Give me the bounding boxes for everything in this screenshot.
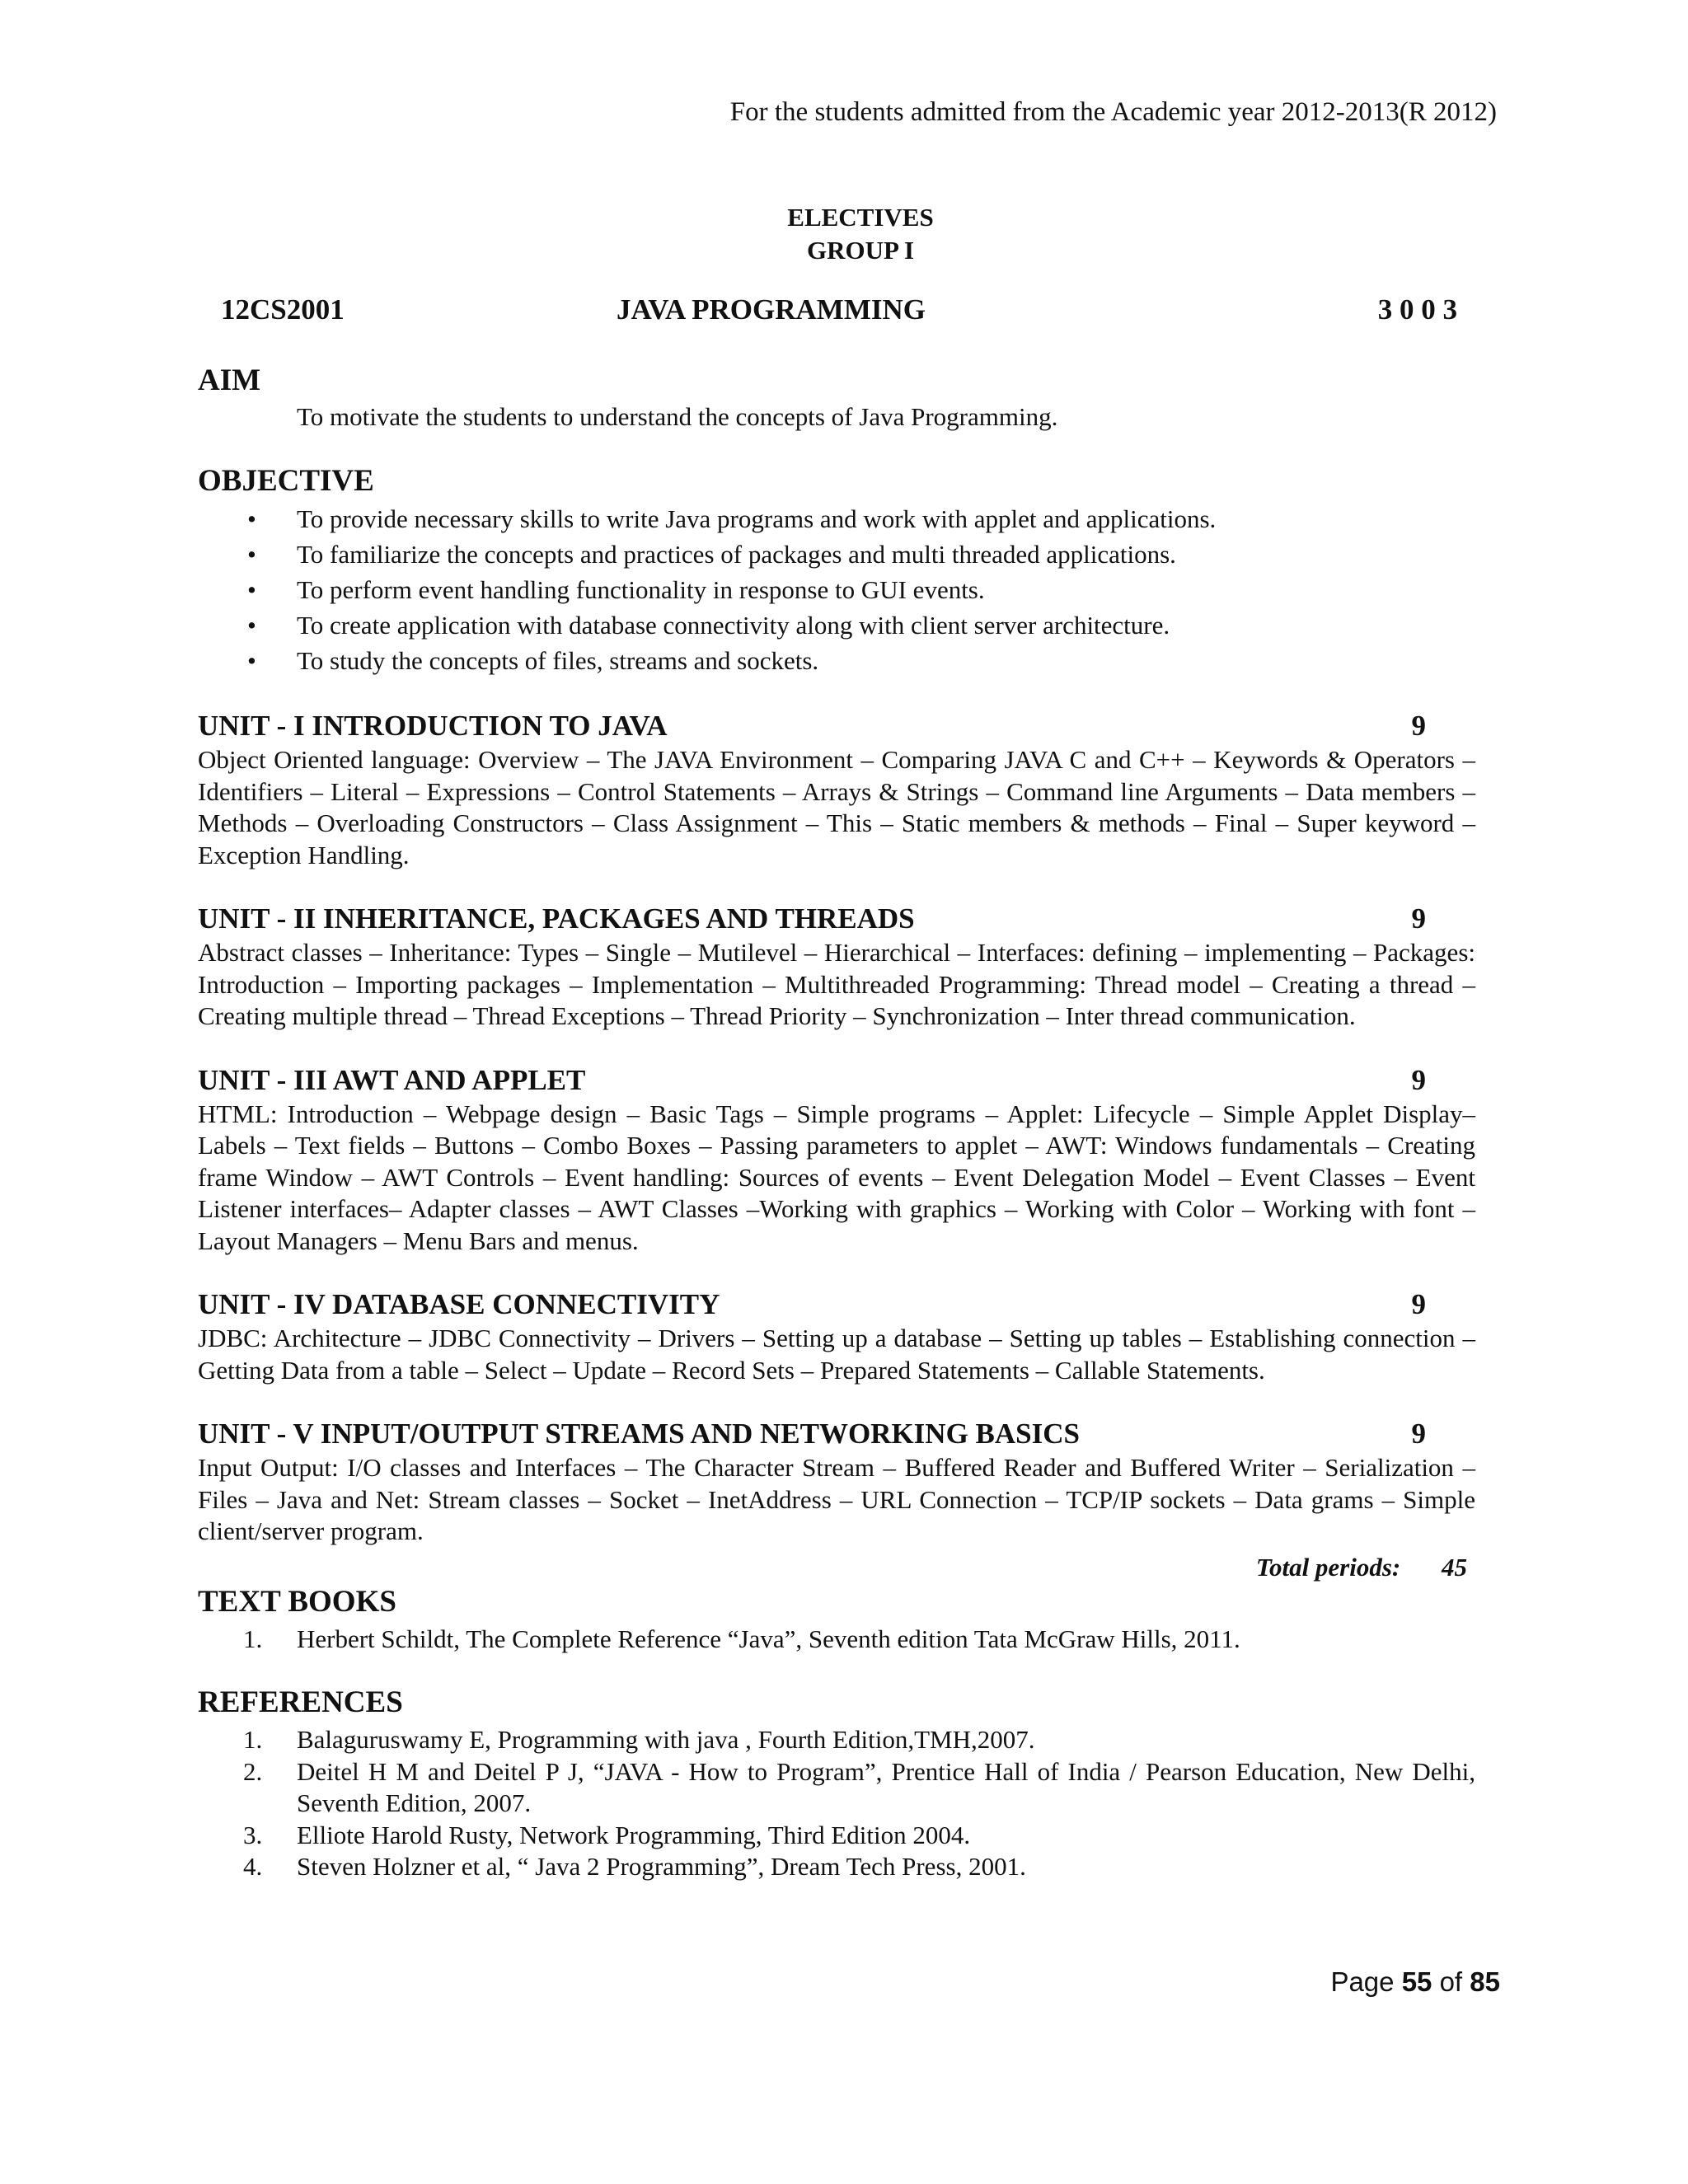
page-number: 55 <box>1401 1966 1432 1997</box>
objective-item: • To provide necessary skills to write Java programs and work with applet and applications. <box>198 501 1475 537</box>
text-books-list <box>198 1624 1475 1656</box>
unit-heading <box>198 901 1475 937</box>
objective-item: • To familiarize the concepts and practices of packages and multi threaded applications. <box>198 537 1475 572</box>
total-periods-label: Total periods: <box>1255 1552 1401 1582</box>
unit-title: UNIT - II INHERITANCE, PACKAGES AND THREADS <box>198 902 915 935</box>
unit-title: UNIT - V INPUT/OUTPUT STREAMS AND NETWORKING BASICS <box>198 1418 1080 1450</box>
total-periods-value: 45 <box>1442 1552 1467 1582</box>
list-item: 4. Steven Holzner et al, “ Java 2 Programming”, Dream Tech Press, 2001. <box>243 1852 1026 1881</box>
unit-2 <box>198 901 1475 1033</box>
electives-heading <box>0 201 1688 267</box>
text-books-heading: TEXT BOOKS <box>198 1584 396 1619</box>
syllabus-content <box>198 363 1475 1883</box>
list-item: 1. Balaguruswamy E, Programming with java , Fourth Edition,TMH,2007. <box>243 1725 1035 1754</box>
objective-list <box>198 501 1475 678</box>
unit-1 <box>198 708 1475 871</box>
unit-heading <box>198 708 1475 744</box>
unit-hours: 9 <box>1411 710 1426 742</box>
aim-heading: AIM <box>198 363 261 397</box>
unit-heading <box>198 1416 1475 1452</box>
unit-hours: 9 <box>1411 1063 1426 1096</box>
group-label: GROUP I <box>806 236 915 265</box>
unit-body: Object Oriented language: Overview – The JAVA Environment – Comparing JAVA C and C++ – Keywords & Operators – Identifiers – Literal – Expressions – Control Statements – Arrays & Strings – Command line Arguments – Data members – Methods – Overloading Constructors – Class Assignment – This – Static members & methods – Final – Super keyword – Exception Handling. <box>198 745 1475 869</box>
unit-title: UNIT - I INTRODUCTION TO JAVA <box>198 710 668 742</box>
header-note: For the students admitted from the Academic year 2012-2013(R 2012) <box>729 97 1497 127</box>
total-pages: 85 <box>1470 1966 1500 1997</box>
unit-title: UNIT - IV DATABASE CONNECTIVITY <box>198 1288 720 1320</box>
unit-3 <box>198 1062 1475 1258</box>
text-books-section <box>198 1584 1475 1656</box>
unit-heading <box>198 1062 1475 1099</box>
course-title: JAVA PROGRAMMING <box>617 293 926 326</box>
objective-section <box>198 463 1475 678</box>
unit-title: UNIT - III AWT AND APPLET <box>198 1063 586 1096</box>
bullet-icon: • <box>247 575 256 604</box>
unit-hours: 9 <box>1411 1418 1426 1450</box>
bullet-icon: • <box>247 646 256 675</box>
objective-item: • To create application with database connectivity along with client server architecture. <box>198 607 1475 643</box>
course-row <box>221 293 1457 330</box>
unit-4 <box>198 1286 1475 1386</box>
bullet-icon: • <box>247 611 256 640</box>
bullet-icon: • <box>247 504 256 533</box>
unit-body: Abstract classes – Inheritance: Types – Single – Mutilevel – Hierarchical – Interfaces: defining – implementing – Packages: Introduction – Importing packages – Implementation – Multithreaded Programming: Thread model – Creating a thread – Creating multiple thread – Thread Exceptions – Thread Priority – Synchronization – Inter thread communication. <box>198 938 1475 1030</box>
unit-hours: 9 <box>1411 1288 1426 1320</box>
total-periods <box>198 1551 1475 1584</box>
references-section <box>198 1685 1475 1883</box>
unit-5 <box>198 1416 1475 1548</box>
list-item: 1. Herbert Schildt, The Complete Reference “Java”, Seventh edition Tata McGraw Hills, 2011. <box>243 1624 1240 1653</box>
unit-body: HTML: Introduction – Webpage design – Basic Tags – Simple programs – Applet: Lifecycle – Simple Applet Display– Labels – Text fields – Buttons – Combo Boxes – Passing parameters to applet – AWT: Windows fundamentals – Creating frame Window – AWT Controls – Event handling: Sources of events – Event Delegation Model – Event Classes – Event Listener interfaces– Adapter classes – AWT Classes –Working with graphics – Working with Color – Working with font – Layout Managers – Menu Bars and menus. <box>198 1099 1475 1255</box>
unit-heading <box>198 1286 1475 1323</box>
page-label: Page <box>1330 1966 1395 1997</box>
of-label: of <box>1439 1966 1463 1997</box>
bullet-icon: • <box>247 540 256 569</box>
unit-body: Input Output: I/O classes and Interfaces – The Character Stream – Buffered Reader and Buffered Writer – Serialization – Files – Java and Net: Stream classes – Socket – InetAddress – URL Connection – TCP/IP sockets – Data grams – Simple client/server program. <box>198 1453 1475 1545</box>
unit-body: JDBC: Architecture – JDBC Connectivity – Drivers – Setting up a database – Setting up tables – Establishing connection – Getting Data from a table – Select – Update – Record Sets – Prepared Statements – Callable Statements. <box>198 1324 1475 1385</box>
list-item: 3. Elliote Harold Rusty, Network Programming, Third Edition 2004. <box>243 1820 971 1849</box>
aim-text: To motivate the students to understand the concepts of Java Programming. <box>297 402 1058 431</box>
electives-label: ELECTIVES <box>787 203 934 232</box>
aim-section <box>198 363 1475 434</box>
references-heading: REFERENCES <box>198 1685 403 1719</box>
objective-item: • To study the concepts of files, streams and sockets. <box>198 643 1475 678</box>
objective-heading: OBJECTIVE <box>198 464 374 498</box>
course-credits: 3 0 0 3 <box>1377 293 1457 326</box>
course-code: 12CS2001 <box>221 293 345 326</box>
list-item: 2. Deitel H M and Deitel P J, “JAVA - How to Program”, Prentice Hall of India / Pearson Education, New Delhi, Seventh Edition, 2007. <box>243 1756 1475 1817</box>
references-list <box>198 1724 1475 1883</box>
unit-hours: 9 <box>1411 902 1426 935</box>
objective-item: • To perform event handling functionality in response to GUI events. <box>198 572 1475 607</box>
page-footer <box>1330 1966 1500 1998</box>
